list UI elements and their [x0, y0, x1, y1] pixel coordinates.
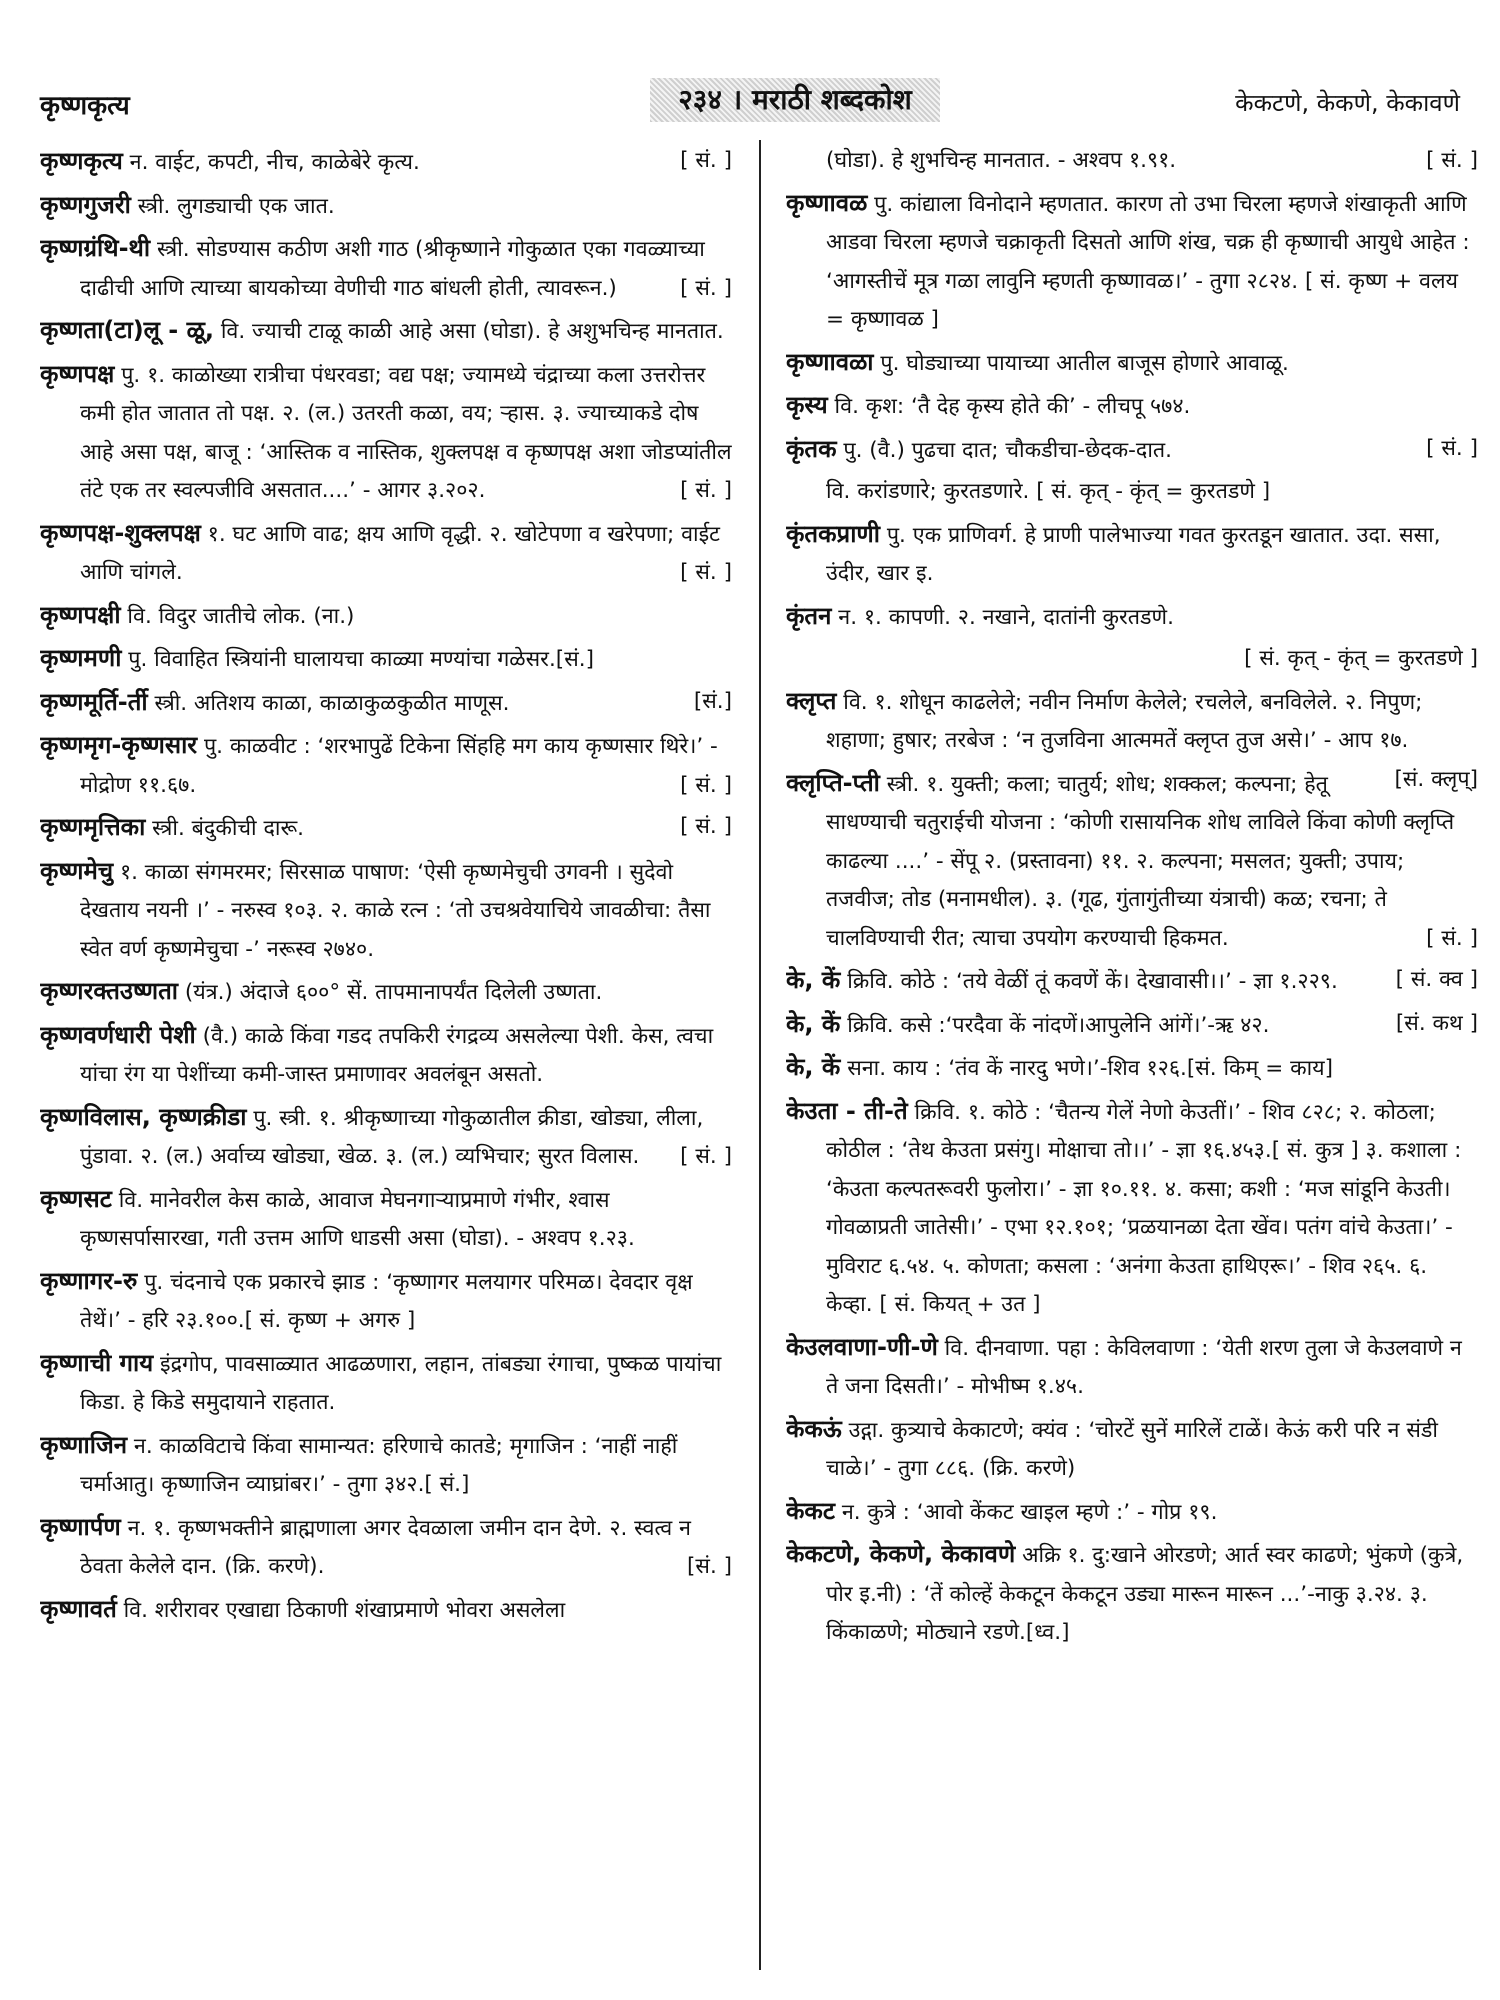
definition-text: वि. विदुर जातीचे लोक. (ना.)	[127, 603, 355, 629]
dictionary-entry	[786, 386, 1478, 427]
dictionary-entry	[40, 1262, 732, 1341]
source-tag: [सं. कथ ]	[1395, 1010, 1478, 1036]
headword: कृष्णग्रंथि-थी	[40, 234, 151, 262]
definition-text: (वै.) काळे किंवा गडद तपकिरी रंगद्रव्य असलेल्या पेशी. केस, त्वचा यांचा रंग या पेशींच्या कमी-जास्त प्रमाणावर अवलंबून असतो.	[80, 1023, 714, 1087]
definition-text: स्त्री. सोडण्यास कठीण अशी गाठ (श्रीकृष्णाने गोकुळात एका गवळ्याच्या दाढीची आणि त्याच्या बायकोच्या वेणीची गाठ बांधली होती, त्यावरून.)	[80, 237, 705, 301]
dictionary-entry	[40, 808, 732, 849]
definition-text: १. काळा संगमरमर; सिरसाळ पाषाण: ‘ऐसी कृष्णमेचुची उगवनी । सुदेवो देखताय नयनी ।’ - नरुस्व १०३. २. काळे रत्न : ‘तो उचश्रवेयाचिये जावळीचा: तैसा स्वेत वर्ण कृष्णमेचुचा -’ नरूस्व २७४०.	[80, 859, 711, 962]
dictionary-entry	[40, 683, 732, 724]
definition-text: वि. ज्याची टाळू काळी आहे असा (घोडा). हे अशुभचिन्ह मानतात.	[220, 319, 724, 344]
source-tag: [सं.]	[693, 688, 732, 714]
dictionary-entry	[786, 1535, 1478, 1653]
headword: कृष्णमूर्ति-र्ती	[40, 687, 148, 716]
dictionary-entry	[786, 1410, 1478, 1489]
definition-text: पु. चंदनाचे एक प्रकारचे झाड : ‘कृष्णागर मलयागर परिमळ। देवदार वृक्ष तेथें।’ - हरि २३.१००.[ सं. कृष्ण + अगरु ]	[80, 1269, 693, 1333]
headword: कृस्य	[786, 391, 828, 419]
headword: कृष्णमेचु	[40, 856, 114, 885]
headword: कृष्णगुजरी	[40, 190, 131, 219]
definition-text: क्रिवि. कोठे : ‘तये वेळीं तूं कवणें कें। देखावासी।।’ - ज्ञा १.२२९.	[847, 969, 1338, 994]
dictionary-entry	[40, 229, 732, 308]
dictionary-entry	[786, 184, 1478, 340]
dictionary-entry	[40, 596, 732, 637]
headword: क्लृप्ति-प्ती	[786, 768, 880, 797]
dictionary-entry	[40, 514, 732, 593]
headword: कृष्णपक्ष-शुक्लपक्ष	[40, 518, 201, 547]
definition-text: न. १. कापणी. २. नखाने, दातांनी कुरतडणे.	[838, 604, 1174, 630]
definition-text: वि. १. शोधून काढलेले; नवीन निर्माण केलेले; रचलेले, बनविलेले. २. निपुण; शहाणा; हुषार; तरबेज : ‘न तुजविना आत्ममतें क्लृप्त तुज असे।’ - आप १७.	[826, 689, 1423, 753]
dictionary-entry	[786, 473, 1478, 512]
headword: कृष्णाजिन	[40, 1430, 128, 1459]
source-tag: [ सं. ]	[1426, 435, 1478, 461]
dictionary-entry	[40, 1016, 732, 1095]
headword: कृंतक	[786, 434, 837, 463]
dictionary-entry	[40, 972, 732, 1013]
definition-text: इंद्रगोप, पावसाळ्यात आढळणारा, लहान, तांबड्या रंगाचा, पुष्कळ पायांचा किडा. हे किडे समुदायाने राहतात.	[80, 1351, 722, 1415]
dictionary-entry	[40, 311, 732, 352]
source-tag: [ सं. क्व ]	[1395, 967, 1478, 992]
definition-text: वि. मानेवरील केस काळे, आवाज मेघनगाऱ्याप्रमाणे गंभीर, श्वास कृष्णसर्पासारखा, गती उत्तम आणि धाडसी असा (घोडा). - अश्वप १.२३.	[80, 1187, 635, 1251]
headword: केकऊं	[786, 1414, 842, 1443]
page-number-banner: २३४ । मराठी शब्दकोश	[650, 78, 940, 122]
dictionary-entry	[786, 1328, 1478, 1407]
dictionary-entry	[40, 355, 732, 511]
dictionary-entry	[40, 639, 732, 680]
headword: कृष्णकृत्य	[40, 147, 123, 175]
dictionary-entry	[40, 1098, 732, 1177]
dictionary-entry	[786, 961, 1478, 1002]
source-tag: [ सं. ]	[1426, 148, 1478, 173]
definition-text: पु. एक प्राणिवर्ग. हे प्राणी पालेभाज्या गवत कुरतडून खातात. उदा. ससा, उंदीर, खार इ.	[826, 522, 1441, 586]
headword: कृष्णसट	[40, 1184, 112, 1213]
dictionary-entry	[786, 1092, 1478, 1325]
running-head-left: कृष्णकृत्य	[40, 91, 130, 121]
left-column	[40, 142, 732, 1972]
headword: कृष्णागर-रु	[40, 1266, 138, 1295]
headword: केउलवाणा-णी-णे	[786, 1332, 938, 1361]
definition-text: पु. घोड्याच्या पायाच्या आतील बाजूस होणारे आवाळू.	[880, 350, 1289, 376]
definition-text: न. वाईट, कपटी, नीच, काळेबेरे कृत्य.	[129, 150, 420, 175]
definition-text: वि. दीनवाणा. पहा : केविलवाणा : ‘येती शरण तुला जे केउलवाणे न ते जना दिसती।’ - मोभीष्म १.४५.	[826, 1335, 1462, 1399]
dictionary-entry	[786, 1048, 1478, 1089]
definition-text: (घोडा). हे शुभचिन्ह मानतात. - अश्वप १.९१.	[826, 148, 1177, 173]
headword: कृष्णावळा	[786, 347, 874, 376]
dictionary-entry	[786, 343, 1478, 384]
source-tag: [ सं. ]	[680, 772, 732, 798]
headword: के, कें	[786, 1053, 841, 1081]
definition-text: पु. विवाहित स्त्रियांनी घालायचा काळ्या मण्यांचा गळेसर.[सं.]	[128, 647, 594, 672]
etymology-note: [ सं. कृत् - कृंत् = कुरतडणे ]	[1244, 646, 1478, 671]
dictionary-entry	[40, 1508, 732, 1587]
definition-text: न. १. कृष्णभक्तीने ब्राह्मणाला अगर देवळाला जमीन दान देणे. २. स्वत्व न ठेवता केलेले दान. (क्रि. करणे).	[80, 1515, 691, 1579]
source-tag: [ सं. ]	[680, 478, 732, 503]
headword: कृष्णपक्षी	[40, 600, 121, 629]
source-tag: [ सं. ]	[680, 1144, 732, 1169]
page-header	[40, 78, 1460, 128]
dictionary-entry	[786, 142, 1478, 181]
dictionary-entry	[786, 430, 1478, 471]
dictionary-entry	[786, 597, 1478, 638]
headword: कृष्णमृत्तिका	[40, 813, 146, 841]
definition-text: सना. काय : ‘तंव कें नारदु भणे।’-शिव १२६.[सं. किम् = काय]	[847, 1056, 1334, 1081]
headword: कृष्णावर्त	[40, 1594, 117, 1623]
right-column	[786, 142, 1478, 1972]
source-tag: [सं. ]	[687, 1554, 732, 1579]
definition-text: पु. (वै.) पुढचा दात; चौकडीचा-छेदक-दात.	[843, 437, 1172, 463]
dictionary-entry	[786, 515, 1478, 594]
dictionary-entry	[40, 1590, 732, 1631]
definition-text: न. कुत्रे : ‘आवो केंकट खाइल म्हणे :’ - गोप्र १९.	[841, 1499, 1218, 1525]
dictionary-entry	[40, 1344, 732, 1423]
source-tag: [ सं. ]	[680, 814, 732, 839]
headword: केकट	[786, 1496, 835, 1525]
definition-text: स्त्री. १. युक्ती; कला; चातुर्य; शोध; शक्कल; कल्पना; हेतू साधण्याची चतुराईची योजना : ‘कोणी रासायनिक शोध लाविले किंवा कोणी क्लृप्ति काढल्या ....’ - सेंपू २. (प्रस्तावना) ११. २. कल्पना; मसलत; युक्ती; उपाय; तजवीज; तोड (मनामधील). ३. (गूढ, गुंतागुंतीच्या यंत्राची) कळ; रचना; ते चालविण्याची रीत; त्याचा उपयोग करण्याची हिकमत.	[826, 771, 1455, 951]
headword: कृष्णपक्ष	[40, 359, 115, 388]
definition-text: वि. करांडणारे; कुरतडणारे. [ सं. कृत् - कृंत् = कुरतडणे ]	[826, 479, 1271, 504]
dictionary-entry	[786, 1492, 1478, 1533]
definition-text: स्त्री. बंदुकीची दारू.	[152, 816, 304, 841]
headword: कृष्णविलास, कृष्णक्रीडा	[40, 1102, 247, 1131]
running-head-right: केकटणे, केकणे, केकावणे	[1235, 89, 1460, 117]
dictionary-entry	[40, 186, 732, 227]
definition-text: पु. १. काळोख्या रात्रीचा पंधरवडा; वद्य पक्ष; ज्यामध्ये चंद्राच्या कला उत्तरोत्तर कमी होत जातात तो पक्ष. २. (ल.) उतरती कळा, वय; ऱ्हास. ३. ज्याच्याकडे दोष आहे असा पक्ष, बाजू : ‘आस्तिक व नास्तिक, शुक्लपक्ष व कृष्णपक्ष अशा जोडप्यांतील तंटे एक तर स्वल्पजीवि असतात....’ - आगर ३.२०२.	[80, 362, 732, 503]
headword: के, कें	[786, 966, 841, 994]
source-tag: [ सं. ]	[680, 560, 732, 585]
dictionary-entry	[40, 726, 732, 805]
dictionary-entry	[786, 764, 1478, 959]
definition-text: (यंत्र.) अंदाजे ६००° सें. तापमानापर्यंत दिलेली उष्णता.	[184, 980, 603, 1005]
definition-text: क्रिवि. १. कोठे : ‘चैतन्य गेलें नेणो केउतीं।’ - शिव ८२८; २. कोठला; कोठील : ‘तेथ केउता प्रसंगु। मोक्षाचा तो।।’ - ज्ञा १६.४५३.[ सं. कुत्र ] ३. कशाला : ‘केउता कल्पतरूवरी फुलोरा।’ - ज्ञा १०.११. ४. कसा; कशी : ‘मज सांडूनि केउती। गोवळाप्रती जातेसी।’ - एभा १२.१०१; ‘प्रळयानळा देता खेंव। पतंग वांचे केउता।’ - मुविराट ६.५४. ५. कोणता; कसला : ‘अनंगा केउता हाथिएरू।’ - शिव २६५. ६. केव्हा. [ सं. कियत् + उत ]	[826, 1099, 1462, 1317]
definition-text: वि. शरीरावर एखाद्या ठिकाणी शंखाप्रमाणे भोवरा असलेला	[123, 1597, 566, 1623]
headword: कृंतन	[786, 601, 832, 630]
headword: कृष्णाची गाय	[40, 1348, 154, 1377]
definition-text: अक्रि १. दु:खाने ओरडणे; आर्त स्वर काढणे; भुंकणे (कुत्रे, पोर इ.नी) : ‘तें कोल्हें केकटून केकटून उड्या मारून मारून ...’-नाकु ३.२४. ३. किंकाळणे; मोठ्याने रडणे.[ध्व.]	[826, 1543, 1464, 1645]
headword: के, कें	[786, 1009, 841, 1038]
column-divider	[759, 140, 761, 1970]
headword: कृष्णमणी	[40, 644, 122, 672]
headword: कृष्णावळ	[786, 188, 868, 217]
headword: कृष्णार्पण	[40, 1512, 121, 1541]
headword: केकटणे, केकणे, केकावणे	[786, 1540, 1016, 1568]
dictionary-entry	[40, 1180, 732, 1259]
definition-text: न. काळविटाचे किंवा सामान्यत: हरिणाचे कातडे; मृगाजिन : ‘नाहीं नाहीं चर्माआतु। कृष्णाजिन व्याघ्रांबर।’ - तुगा ३४२.[ सं.]	[80, 1433, 678, 1497]
definition-text: १. घट आणि वाढ; क्षय आणि वृद्धी. २. खोटेपणा व खरेपणा; वाईट आणि चांगले.	[80, 521, 721, 585]
definition-text: पु. स्त्री. १. श्रीकृष्णाच्या गोकुळातील क्रीडा, खोड्या, लीला, पुंडावा. २. (ल.) अर्वाच्य खोड्या, खेळ. ३. (ल.) व्यभिचार; सुरत विलास.	[80, 1105, 704, 1169]
headword: कृष्णता(टा)लू - ळू,	[40, 316, 214, 344]
definition-text: स्त्री. अतिशय काळा, काळाकुळकुळीत माणूस.	[154, 690, 510, 716]
dictionary-entry	[40, 852, 732, 970]
headword: केउता - ती-ते	[786, 1096, 908, 1125]
definition-text: क्रिवि. कसे :‘परदैवा कें नांदणें।आपुलेनि आंगें।’-ऋ ४२.	[847, 1012, 1270, 1038]
headword: कृंतकप्राणी	[786, 519, 880, 548]
definition-text: उद्गा. कुत्र्याचे केकाटणे; क्यंव : ‘चोरटें सुनें मारिलें टाळें। केऊं करी परि न संडी चाळे।’ - तुगा ८८६. (क्रि. करणे)	[826, 1417, 1438, 1481]
definition-text: स्त्री. लुगड्याची एक जात.	[137, 193, 335, 219]
source-tag: [ सं. ]	[1426, 925, 1478, 951]
source-tag: [ सं. ]	[680, 148, 732, 173]
headword: कृष्णवर्णधारी पेशी	[40, 1020, 196, 1049]
dictionary-entry	[40, 1426, 732, 1505]
definition-text: पु. काळवीट : ‘शरभापुढें टिकेना सिंहहि मग काय कृष्णसार थिरे।’ - मोद्रोण ११.६७.	[80, 734, 718, 798]
source-tag: [ सं. ]	[680, 275, 732, 301]
headword: कृष्णरक्तउष्णता	[40, 977, 178, 1005]
source-tag: [सं. क्लृप्]	[1394, 766, 1478, 792]
definition-text: वि. कृश: ‘तै देह कृस्य होते की’ - लीचपू ५७४.	[834, 394, 1191, 419]
headword: क्लृप्त	[786, 686, 837, 715]
headword: कृष्णमृग-कृष्णसार	[40, 731, 198, 759]
dictionary-entry	[40, 142, 732, 183]
definition-text: पु. कांद्याला विनोदाने म्हणतात. कारण तो उभा चिरला म्हणजे शंखाकृती आणि आडवा चिरला म्हणजे चक्राकृती दिसतो आणि शंख, चक्र ही कृष्णाची आयुधे आहेत : ‘आगस्तीचें मूत्र गळा लावुनि म्हणती कृष्णावळ।’ - तुगा २८२४. [ सं. कृष्ण + वलय = कृष्णावळ ]	[826, 191, 1470, 332]
dictionary-entry	[786, 1005, 1478, 1046]
